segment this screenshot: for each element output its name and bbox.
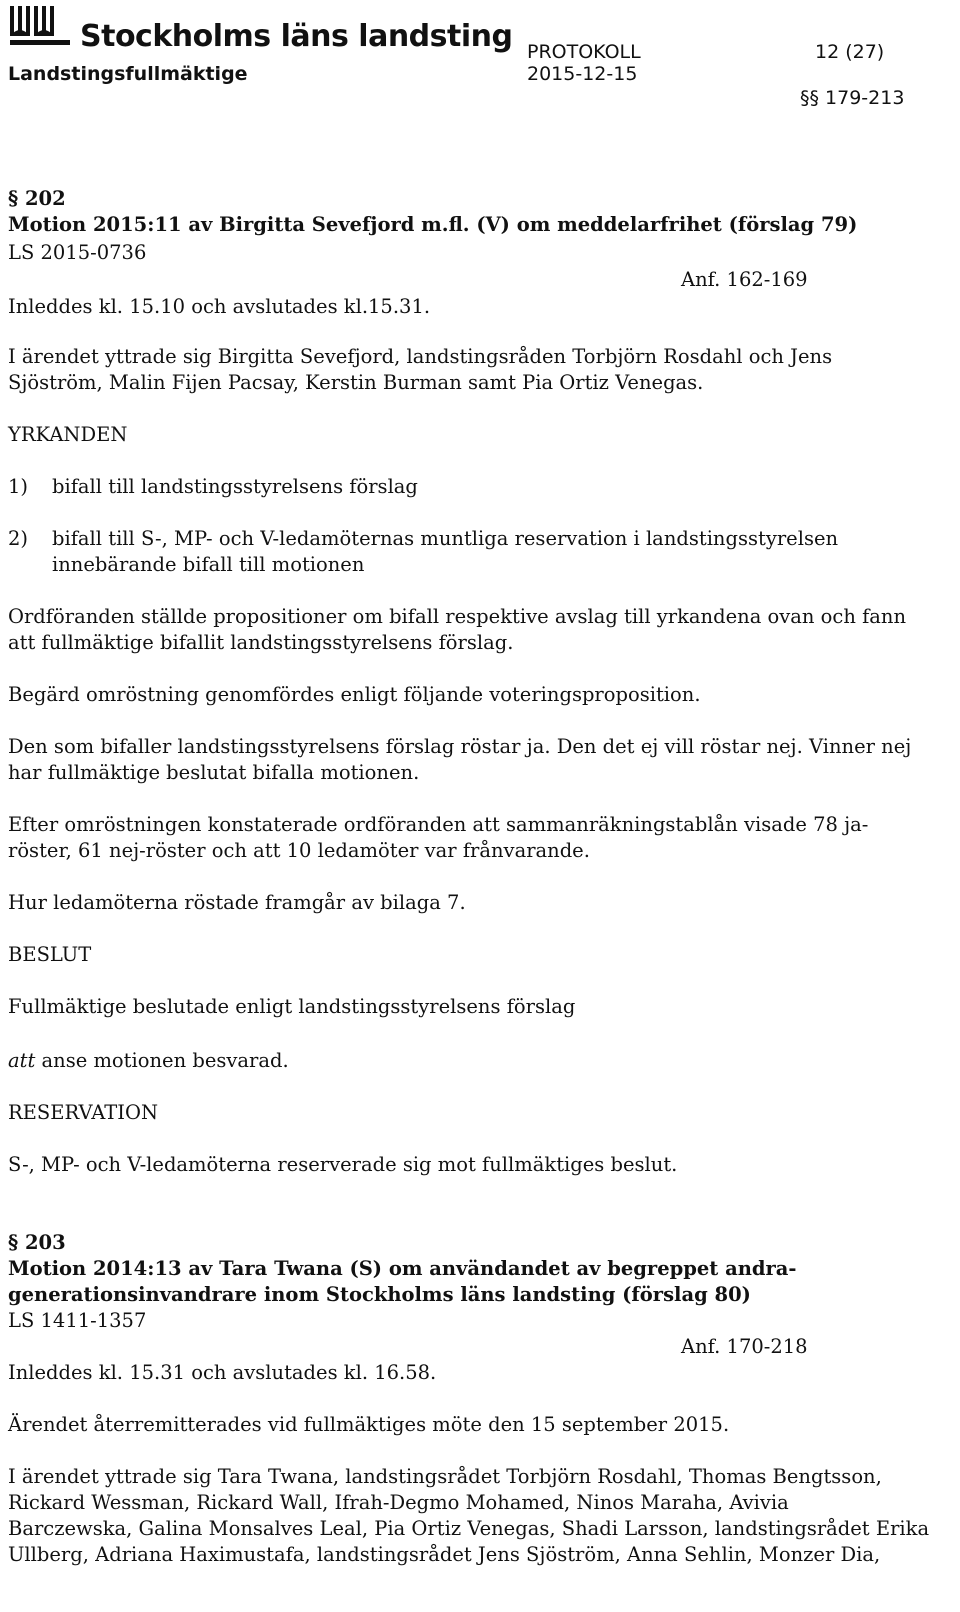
yrkanden-heading: YRKANDEN	[8, 423, 128, 446]
section-number: § 202	[8, 187, 66, 210]
reservation-text: S-, MP- och V-ledamöterna reserverade sig mot fullmäktiges beslut.	[8, 1153, 678, 1176]
section-title: Motion 2014:13 av Tara Twana (S) om användandet av begreppet andra-	[8, 1257, 797, 1280]
beslut-heading: BESLUT	[8, 943, 92, 966]
motion-text: innebärande bifall till motionen	[52, 553, 365, 576]
speakers-line: Sjöström, Malin Fijen Pacsay, Kerstin Burman samt Pia Ortiz Venegas.	[8, 371, 704, 394]
remittance-note: Ärendet återremitterades vid fullmäktiges möte den 15 september 2015.	[8, 1413, 730, 1436]
vote-request: Begärd omröstning genomfördes enligt följande voteringsproposition.	[8, 683, 701, 706]
speech-range: Anf. 170-218	[681, 1335, 808, 1358]
org-name: Stockholms läns landsting	[80, 19, 513, 54]
vote-proposition: har fullmäktige beslutat bifalla motionen.	[8, 761, 420, 784]
vote-result: röster, 61 nej-röster och att 10 ledamöter var frånvarande.	[8, 839, 590, 862]
speech-range: Anf. 162-169	[681, 268, 808, 291]
reservation-heading: RESERVATION	[8, 1101, 159, 1124]
vote-proposition: Den som bifaller landstingsstyrelsens förslag röstar ja. Den det ej vill röstar nej. Vinner nej	[8, 735, 912, 758]
page-number: 12 (27)	[815, 41, 885, 63]
session-time: Inleddes kl. 15.10 och avslutades kl.15.31.	[8, 295, 431, 318]
speakers-line: Barczewska, Galina Monsalves Leal, Pia Ortiz Venegas, Shadi Larsson, landstingsrådet Erika	[8, 1517, 930, 1540]
att-word: att	[8, 1049, 36, 1072]
section-title: generationsinvandrare inom Stockholms läns landsting (förslag 80)	[8, 1283, 751, 1306]
document-type: PROTOKOLL	[527, 41, 641, 63]
motion-text: bifall till S-, MP- och V-ledamöternas muntliga reservation i landstingsstyrelsen	[52, 527, 839, 550]
appendix-reference: Hur ledamöterna röstade framgår av bilaga 7.	[8, 891, 466, 914]
section-number: § 203	[8, 1231, 66, 1254]
session-time: Inleddes kl. 15.31 och avslutades kl. 16.58.	[8, 1361, 437, 1384]
motion-number: 2)	[8, 527, 29, 550]
sll-logo-icon	[8, 4, 72, 52]
decision-att	[8, 1048, 289, 1074]
proposition-text: att fullmäktige bifallit landstingsstyrelsens förslag.	[8, 631, 514, 654]
case-number: LS 1411-1357	[8, 1309, 147, 1332]
speakers-line: I ärendet yttrade sig Tara Twana, landstingsrådet Torbjörn Rosdahl, Thomas Bengtsson,	[8, 1465, 882, 1488]
document-date: 2015-12-15	[527, 63, 638, 85]
motion-number: 1)	[8, 475, 29, 498]
case-number: LS 2015-0736	[8, 241, 147, 264]
decision-text: Fullmäktige beslutade enligt landstingsstyrelsens förslag	[8, 995, 576, 1018]
section-range: §§ 179-213	[800, 87, 905, 109]
section-title: Motion 2015:11 av Birgitta Sevefjord m.fl. (V) om meddelarfrihet (förslag 79)	[8, 213, 858, 236]
proposition-text: Ordföranden ställde propositioner om bifall respektive avslag till yrkandena ovan och fann	[8, 605, 907, 628]
motion-text: bifall till landstingsstyrelsens förslag	[52, 475, 418, 498]
vote-result: Efter omröstningen konstaterade ordföranden att sammanräkningstablån visade 78 ja-	[8, 813, 869, 836]
speakers-line: I ärendet yttrade sig Birgitta Sevefjord, landstingsråden Torbjörn Rosdahl och Jens	[8, 345, 833, 368]
att-text: anse motionen besvarad.	[35, 1049, 289, 1072]
speakers-line: Rickard Wessman, Rickard Wall, Ifrah-Degmo Mohamed, Ninos Maraha, Avivia	[8, 1491, 789, 1514]
speakers-line: Ullberg, Adriana Haximustafa, landstingsrådet Jens Sjöström, Anna Sehlin, Monzer Dia,	[8, 1543, 881, 1566]
body-name: Landstingsfullmäktige	[8, 63, 248, 85]
